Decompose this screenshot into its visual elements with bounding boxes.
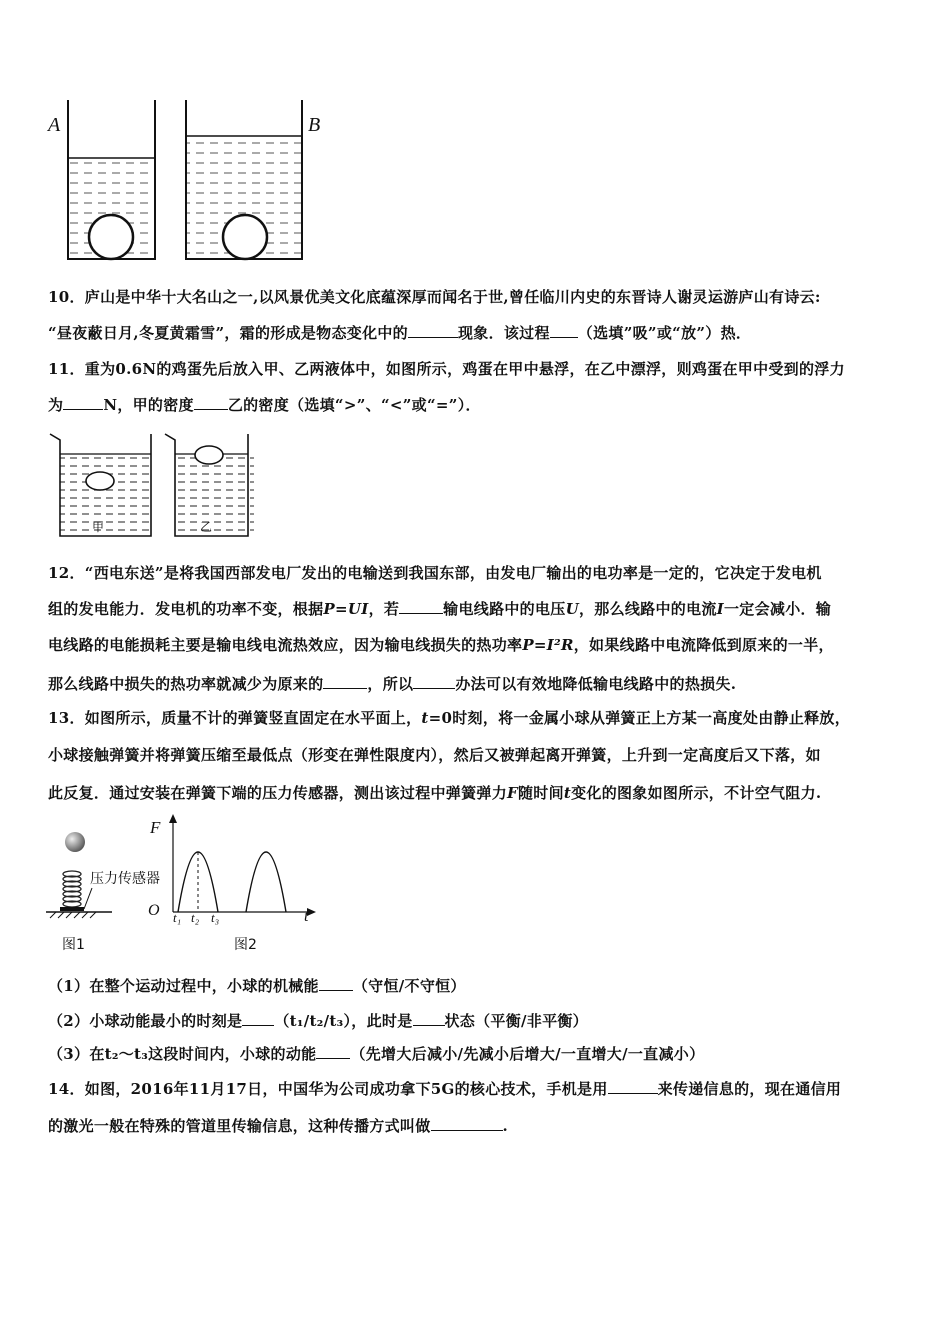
q13-sub1-blank[interactable] xyxy=(319,976,353,991)
q11-blank-2[interactable] xyxy=(194,395,228,410)
t3-label: t₃ xyxy=(211,910,220,925)
q12-line4: 那么线路中损失的热功率就减少为原来的 ，所以 办法可以有效地降低输电线路中的热损失. xyxy=(48,675,737,693)
q13-sub2-blank-2[interactable] xyxy=(413,1011,445,1026)
beaker-b-label: B xyxy=(308,114,321,136)
beakers-jia-yi-figure xyxy=(44,430,254,540)
q13-line2: 小球接触弹簧并将弹簧压缩至最低点（形变在弹性限度内），然后又被弹起离开弹簧，上升到一定高度后又下落，如 xyxy=(48,746,821,764)
q13-sub3: （3）在t₂～t₃这段时间内，小球的动能 （先增大后减小/先减小后增大/一直增大/一直减小） xyxy=(48,1045,705,1063)
force-time-graph xyxy=(140,812,325,934)
beaker-a-label: A xyxy=(48,114,61,136)
q13-line3: 此反复．通过安装在弹簧下端的压力传感器，测出该过程中弹簧弹力F随时间t变化的图象如图所示，不计空气阻力. xyxy=(48,784,822,802)
axis-t-label: t xyxy=(304,908,309,925)
q13-sub2: （2）小球动能最小的时刻是 （t₁/t₂/t₃），此时是 状态（平衡/非平衡） xyxy=(48,1012,588,1030)
q13-sub3-blank[interactable] xyxy=(316,1044,350,1059)
q13-sub1: （1）在整个运动过程中，小球的机械能 （守恒/不守恒） xyxy=(48,977,466,995)
q14-line1: 14．如图，2016年11月17日，中国华为公司成功拿下5G的核心技术，手机是用 来传递信息的，现在通信用 xyxy=(48,1080,842,1098)
q14-blank-2[interactable] xyxy=(431,1116,503,1131)
t2-label: t₂ xyxy=(191,910,200,925)
q12-blank-1[interactable] xyxy=(399,599,443,614)
q11-blank-1[interactable] xyxy=(63,395,103,410)
q14-line2: 的激光一般在特殊的管道里传输信息，这种传播方式叫做 . xyxy=(48,1117,509,1135)
beakers-ab-figure xyxy=(40,98,330,264)
q10-blank-1[interactable] xyxy=(408,323,458,338)
q13-line1: 13．如图所示，质量不计的弹簧竖直固定在水平面上，t=0时刻，将一金属小球从弹簧正上方某一高度处由静止释放， xyxy=(48,709,851,727)
q10-line1: 10．庐山是中华十大名山之一,以风景优美文化底蕴深厚而闻名于世,曾任临川内史的东晋诗人谢灵运游庐山有诗云: xyxy=(48,288,821,306)
fig1-caption: 图1 xyxy=(62,937,85,953)
q12-line3: 电线路的电能损耗主要是输电线电流热效应，因为输电线损失的热功率P=I²R，如果线路中电流降低到原来的一半， xyxy=(48,636,834,654)
q12-blank-2[interactable] xyxy=(323,674,367,689)
fig2-caption: 图2 xyxy=(234,937,257,953)
q10-blank-2[interactable] xyxy=(550,323,578,338)
t1-label: t₁ xyxy=(173,910,182,925)
q11-line2: 为 N，甲的密度 乙的密度（选填“>”、“<”或“=”）． xyxy=(48,396,481,414)
q11-line1: 11．重为0.6N的鸡蛋先后放入甲、乙两液体中，如图所示，鸡蛋在甲中悬浮，在乙中漂浮，则鸡蛋在甲中受到的浮力 xyxy=(48,360,845,378)
q12-line1: 12．“西电东送”是将我国西部发电厂发出的电输送到我国东部，由发电厂输出的电功率是一定的，它决定于发电机 xyxy=(48,564,822,582)
q12-blank-3[interactable] xyxy=(413,674,455,689)
origin-label: O xyxy=(148,902,160,919)
sensor-label: 压力传感器 xyxy=(90,871,160,887)
metal-ball xyxy=(65,832,85,852)
axis-f-label: F xyxy=(150,818,161,837)
caption-jia: 甲 xyxy=(92,520,105,534)
force-pulse-2 xyxy=(246,852,286,912)
q12-line2: 组的发电能力．发电机的功率不变，根据P=UI，若 输电线路中的电压U，那么线路中的电流I一定会减小．输 xyxy=(48,600,832,618)
caption-yi: 乙 xyxy=(200,520,213,534)
q10-line2: “昼夜蔽日月,冬夏黄霜雪”，霜的形成是物态变化中的 现象．该过程 （选填”吸”或“放”）热． xyxy=(48,324,752,342)
q14-blank-1[interactable] xyxy=(608,1079,658,1094)
q13-sub2-blank-1[interactable] xyxy=(242,1011,274,1026)
